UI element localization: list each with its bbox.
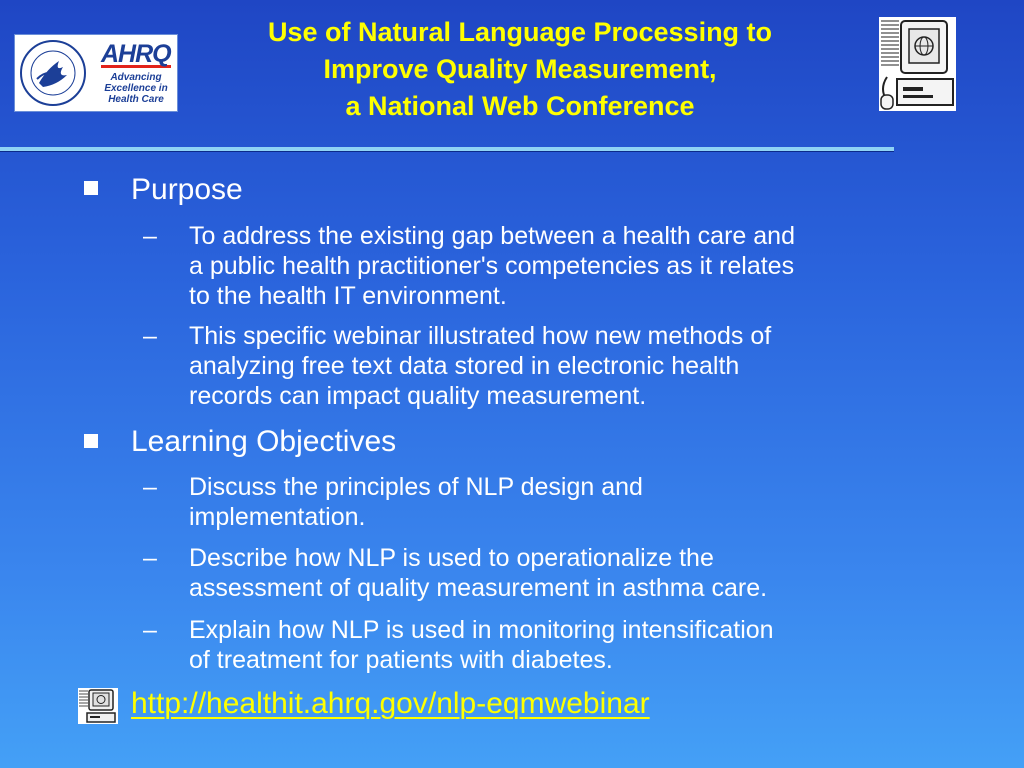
computer-link-icon: [78, 688, 118, 724]
bullet-square-icon: [84, 181, 98, 195]
webinar-link[interactable]: http://healthit.ahrq.gov/nlp-eqmwebinar: [131, 687, 650, 720]
list-item: Discuss the principles of NLP design and implementation.: [189, 473, 643, 531]
dash-bullet: –: [143, 222, 157, 250]
bullet-square-icon: [84, 434, 98, 448]
ahrq-wordmark: AHRQ: [101, 40, 171, 68]
dash-bullet: –: [143, 616, 157, 644]
list-item: Explain how NLP is used in monitoring intensification of treatment for patients with diabetes.: [189, 616, 774, 674]
section-heading-purpose: Purpose: [131, 173, 243, 206]
dash-bullet: –: [143, 322, 157, 350]
list-item: This specific webinar illustrated how new methods of analyzing free text data stored in electronic health records can impact quality measurement.: [189, 322, 772, 410]
section-heading-learning-objectives: Learning Objectives: [131, 425, 397, 458]
list-item: To address the existing gap between a health care and a public health practitioner's competencies as it relates to the health IT environment.: [189, 222, 795, 310]
dash-bullet: –: [143, 544, 157, 572]
ahrq-logo: [14, 34, 178, 112]
ahrq-tagline: Advancing Excellence in Health Care: [104, 72, 168, 105]
list-item: Describe how NLP is used to operationalize the assessment of quality measurement in asthma care.: [189, 544, 768, 602]
dash-bullet: –: [143, 473, 157, 501]
hhs-seal-icon: [19, 39, 87, 107]
slide-title: Use of Natural Language Processing to Improve Quality Measurement, a National Web Conference: [267, 17, 773, 121]
computer-globe-icon: [879, 17, 956, 111]
title-divider-shadow: [0, 151, 894, 152]
